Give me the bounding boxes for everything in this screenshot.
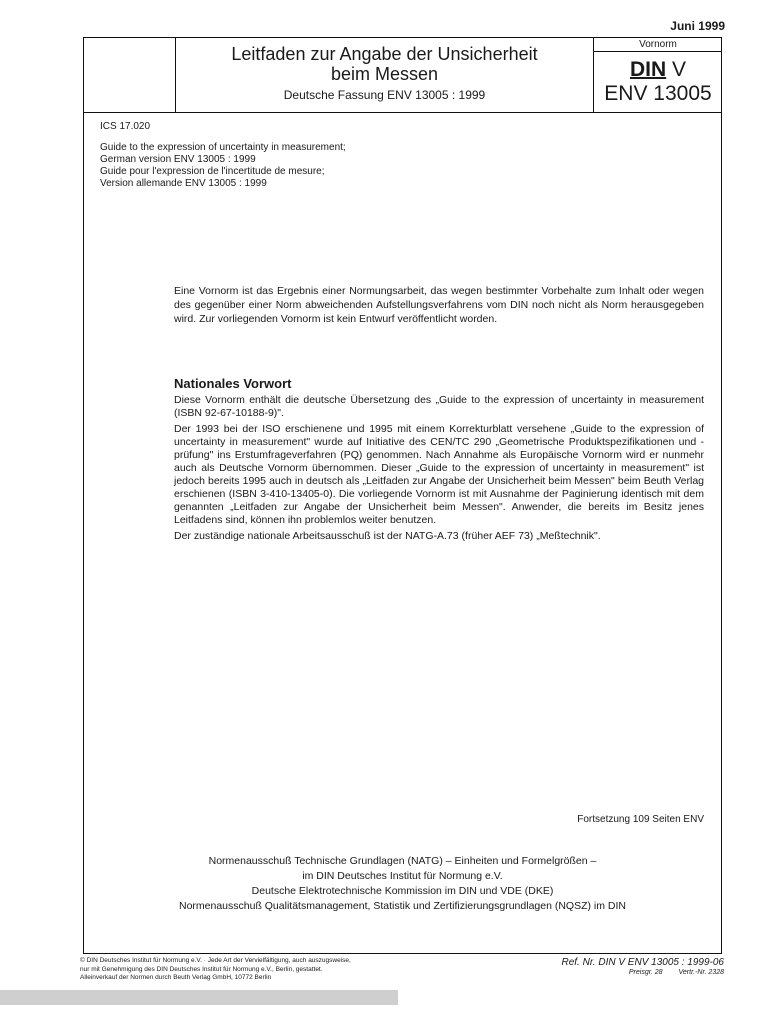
scan-bar bbox=[0, 990, 398, 1005]
english-title: Guide to the expression of uncertainty in measurement; bbox=[100, 142, 346, 153]
title-block-center bbox=[176, 38, 593, 112]
foreword-paragraph-3: Der zuständige nationale Arbeitsausschuß ist der NATG-A.73 (früher AEF 73) „Meßtechnik". bbox=[174, 530, 601, 542]
document-title-line-2: beim Messen bbox=[330, 64, 439, 84]
committee-line: Deutsche Elektrotechnische Kommission im DIN und VDE (DKE) bbox=[251, 885, 554, 897]
copyright-line-3: Alleinverkauf der Normen durch Beuth Verlag GmbH, 10772 Berlin bbox=[80, 974, 272, 981]
prestandard-notice: Eine Vornorm ist das Ergebnis einer Normungsarbeit, das wegen bestimmter Vorbehalte zum Inhalt oder wegen des gegenüber einer Norm abweichenden Aufstellungsverfahrens vom DIN noch nicht als Norm herausgegeben wird. Zur vorliegenden Vornorm ist kein Entwurf veröffentlicht worden. bbox=[174, 285, 704, 325]
price-group: Preisgr. 28 bbox=[628, 969, 663, 976]
national-foreword bbox=[174, 376, 704, 546]
ics-code: ICS 17.020 bbox=[100, 121, 151, 132]
section-heading: Nationales Vorwort bbox=[174, 376, 292, 391]
continuation-note: Fortsetzung 109 Seiten ENV bbox=[577, 814, 704, 825]
order-number: Vertr.-Nr. 2328 bbox=[678, 969, 724, 976]
document-number: ENV 13005 bbox=[604, 82, 712, 105]
title-block bbox=[84, 38, 721, 113]
din-designation bbox=[594, 58, 722, 82]
reference-block bbox=[562, 957, 725, 976]
reference-number: Ref. Nr. DIN V ENV 13005 : 1999-06 bbox=[561, 957, 724, 968]
french-version: Version allemande ENV 13005 : 1999 bbox=[100, 178, 267, 189]
copyright-line-2: nur mit Genehmigung des DIN Deutsches Institut für Normung e.V., Berlin, gestattet. bbox=[80, 965, 323, 973]
international-titles bbox=[100, 142, 346, 190]
committee-line: im DIN Deutsches Institut für Normung e.V. bbox=[302, 870, 503, 882]
copyright-line-1: © DIN Deutsches Institut für Normung e.V. · Jede Art der Vervielfältigung, auch auszugsweise, bbox=[80, 957, 351, 964]
document-frame bbox=[83, 37, 722, 954]
copyright-notice bbox=[80, 957, 351, 983]
title-block-left-cell bbox=[84, 38, 176, 112]
price-info bbox=[562, 969, 725, 976]
committee-line: Normenausschuß Qualitätsmanagement, Statistik und Zertifizierungsgrundlagen (NQSZ) im DIN bbox=[178, 900, 626, 912]
document-subtitle: Deutsche Fassung ENV 13005 : 1999 bbox=[283, 88, 486, 102]
french-title: Guide pour l'expression de l'incertitude de mesure; bbox=[100, 166, 325, 177]
english-version: German version ENV 13005 : 1999 bbox=[100, 154, 256, 165]
document-type: Vornorm bbox=[594, 38, 722, 52]
standard-id-block bbox=[593, 38, 722, 112]
document-title-line-1: Leitfaden zur Angabe der Unsicherheit bbox=[231, 44, 538, 64]
foreword-paragraph-1: Diese Vornorm enthält die deutsche Übersetzung des „Guide to the expression of uncertainty in measurement (ISBN 92-67-10188-9)". bbox=[174, 394, 704, 419]
responsible-committees bbox=[84, 854, 721, 914]
publication-date: Juni 1999 bbox=[670, 19, 725, 33]
committee-line: Normenausschuß Technische Grundlagen (NATG) – Einheiten und Formelgrößen – bbox=[208, 855, 597, 867]
din-mark: DIN bbox=[629, 58, 667, 81]
foreword-paragraph-2: Der 1993 bei der ISO erschienene und 1995 mit einem Korrekturblatt versehene „Guide to the expression of uncertainty in measurement" wurde auf Initiative des CEN/TC 290 „Geometrische Produktspezifikationen und -prüfung" ins Erstumfrageverfahren (PQ) genommen. Nach Annahme als Europäische Vornorm wird er nunmehr auch als Deutsche Vornorm übernommen. Dieser „Guide to the expression of uncertainty in measurement" ist jedoch bereits 1995 auch in deutsch als „Leitfaden zur Angabe der Unsicherheit beim Messen" beim Beuth Verlag erschienen (ISBN 3-410-13405-0). Die vorliegende Vornorm ist mit Ausnahme der Paginierung identisch mit dem genannten „Leitfaden zur Angabe der Unsicherheit beim Messen". Anwender, die bereits im Besitz jenes Leitfadens sind, können ihn problemlos weiter benutzen. bbox=[174, 423, 704, 526]
din-suffix: V bbox=[672, 58, 687, 81]
